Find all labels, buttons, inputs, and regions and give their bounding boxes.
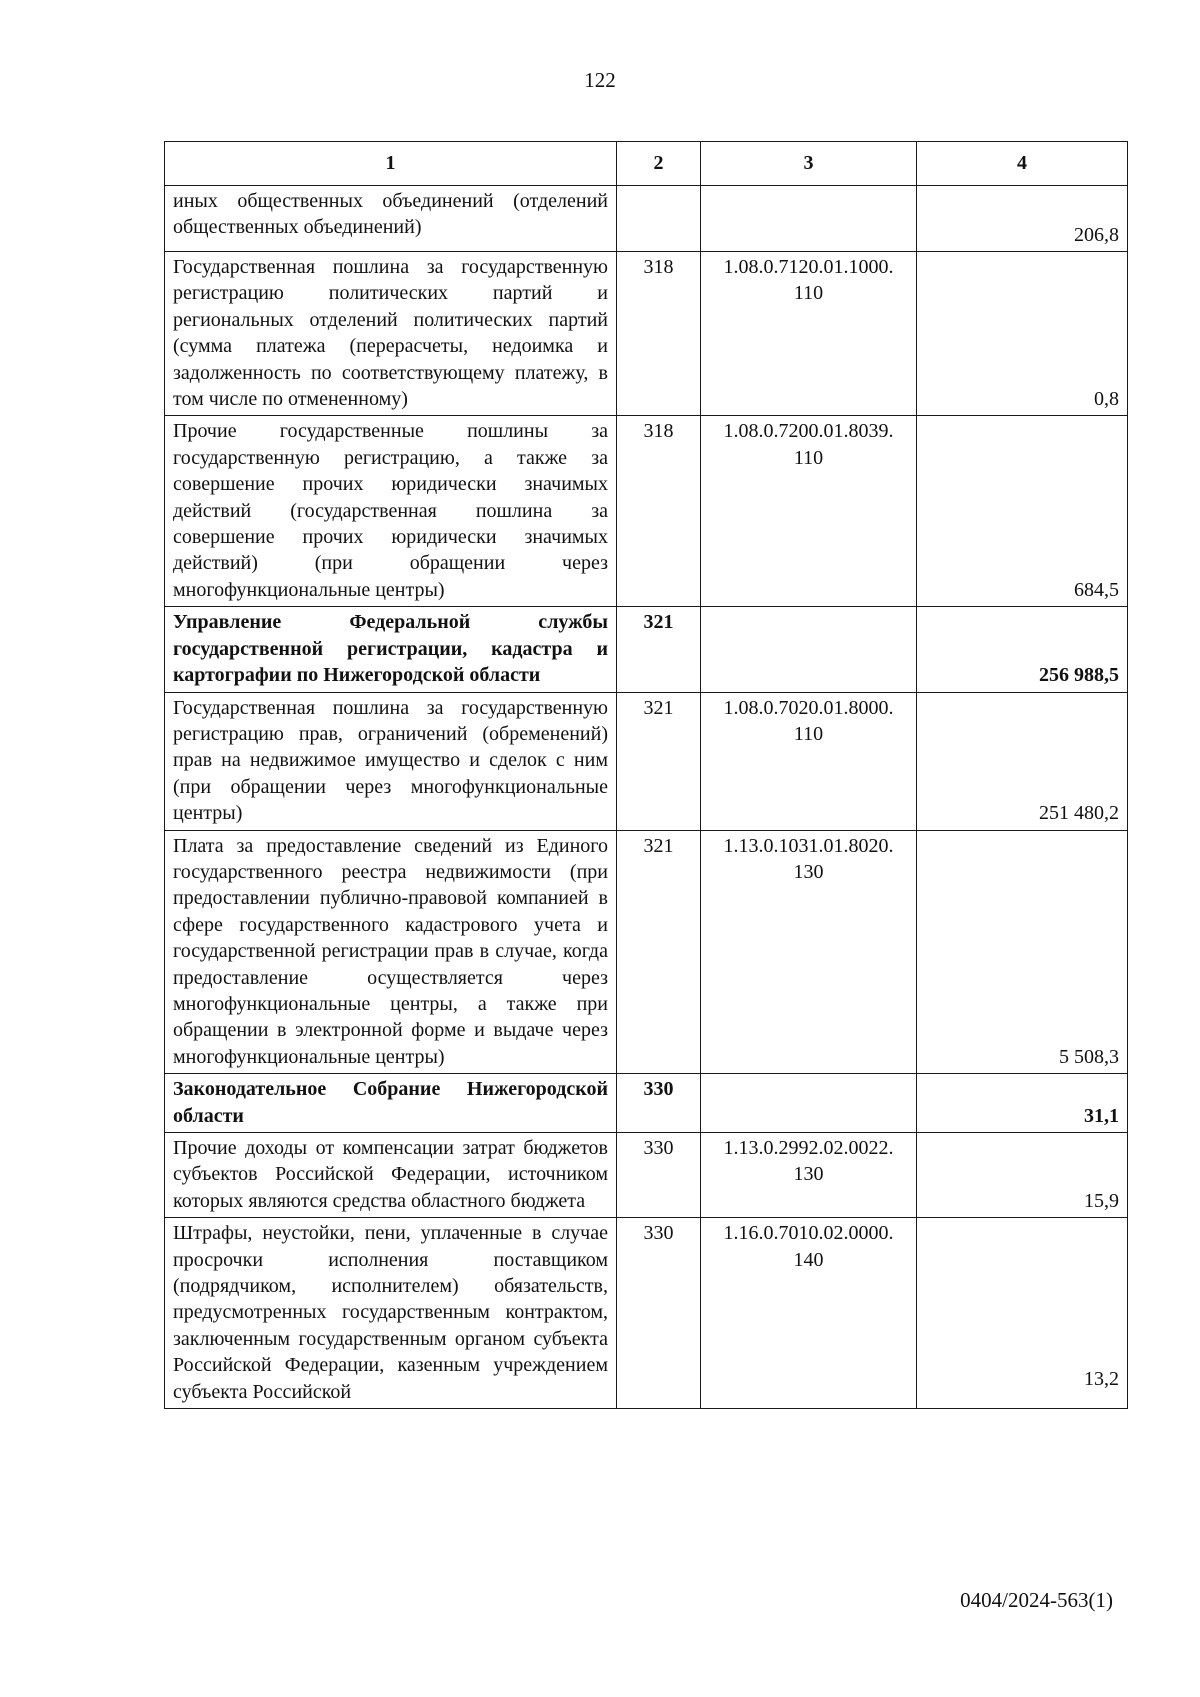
table-header-row: [165, 142, 1128, 186]
row-description: иных общественных объединений (отделений общественных объединений): [165, 186, 617, 252]
kbk-suffix: 110: [793, 282, 824, 305]
row-description: Государственная пошлина за государственную регистрацию политических партий и региональных отделений политических партий (сумма платежа (перерасчеты, недоимка и задолженность по соответствующему платежу, в том числе по отмененному): [165, 252, 617, 416]
row-description: Плата за предоставление сведений из Единого государственного реестра недвижимости (при предоставлении публично-правовой компанией в сфере государственного кадастрового учета и государственной регистрации прав в случае, когда предоставление осуществляется через многофункциональные центры, а также при обращении в электронной форме и выдаче через многофункциональные центры): [165, 830, 617, 1074]
kbk-suffix: 110: [793, 722, 824, 745]
table-row: [165, 1133, 1128, 1218]
row-admin-code: 330: [617, 1074, 701, 1133]
kbk-main: 1.16.0.7010.02.0000.: [723, 1222, 894, 1245]
row-description: Штрафы, неустойки, пени, уплаченные в случае просрочки исполнения поставщиком (подрядчиком, исполнителем) обязательств, предусмотренных государственным контрактом, заключенным государственным органом субъекта Российской Федерации, казенным учреждением субъекта Российской: [165, 1218, 617, 1409]
row-kbk: [701, 1133, 917, 1218]
row-admin-code: 321: [617, 692, 701, 830]
row-kbk: [701, 692, 917, 830]
table-row: [165, 1074, 1128, 1133]
row-amount: 15,9: [917, 1133, 1128, 1218]
column-header-admin-code: 2: [617, 142, 701, 186]
row-admin-code: 321: [617, 607, 701, 692]
kbk-suffix: 110: [793, 446, 824, 469]
row-kbk: [701, 186, 917, 252]
table-row: [165, 1218, 1128, 1409]
row-admin-code: 330: [617, 1218, 701, 1409]
row-description: Прочие доходы от компенсации затрат бюджетов субъектов Российской Федерации, источником которых являются средства областного бюджета: [165, 1133, 617, 1218]
row-amount: 206,8: [917, 186, 1128, 252]
row-kbk: [701, 1218, 917, 1409]
row-amount: 31,1: [917, 1074, 1128, 1133]
kbk-main: 1.13.0.1031.01.8020.: [723, 834, 894, 857]
row-amount: 5 508,3: [917, 830, 1128, 1074]
revenue-table: [164, 141, 1128, 1409]
column-header-kbk: 3: [701, 142, 917, 186]
table-row: [165, 416, 1128, 607]
kbk-suffix: 130: [793, 1163, 824, 1186]
row-admin-code: [617, 186, 701, 252]
row-description: Прочие государственные пошлины за государственную регистрацию, а также за совершение прочих юридически значимых действий (государственная пошлина за совершение прочих юридически значимых действий) (при обращении через многофункциональные центры): [165, 416, 617, 607]
column-header-description: 1: [165, 142, 617, 186]
row-admin-code: 318: [617, 416, 701, 607]
row-kbk: [701, 1074, 917, 1133]
row-admin-code: 318: [617, 252, 701, 416]
table-row: [165, 186, 1128, 252]
row-kbk: [701, 416, 917, 607]
table-row: [165, 607, 1128, 692]
kbk-suffix: 130: [793, 860, 824, 883]
row-amount: 0,8: [917, 252, 1128, 416]
row-description: Законодательное Собрание Нижегородской области: [165, 1074, 617, 1133]
table-row: [165, 692, 1128, 830]
kbk-suffix: 140: [793, 1248, 824, 1271]
row-kbk: [701, 830, 917, 1074]
kbk-main: 1.13.0.2992.02.0022.: [723, 1137, 894, 1159]
row-description: Государственная пошлина за государственную регистрацию прав, ограничений (обременений) прав на недвижимое имущество и сделок с ним (при обращении через многофункциональные центры): [165, 692, 617, 830]
kbk-main: 1.08.0.7020.01.8000.: [723, 696, 894, 719]
row-kbk: [701, 607, 917, 692]
page-number: 122: [584, 68, 616, 92]
table-row: [165, 830, 1128, 1074]
column-header-amount: 4: [917, 142, 1128, 186]
row-admin-code: 321: [617, 830, 701, 1074]
row-amount: 684,5: [917, 416, 1128, 607]
row-amount: 251 480,2: [917, 692, 1128, 830]
row-amount: 256 988,5: [917, 607, 1128, 692]
kbk-main: 1.08.0.7200.01.8039.: [723, 420, 894, 443]
row-amount: 13,2: [917, 1218, 1128, 1409]
kbk-main: 1.08.0.7120.01.1000.: [723, 256, 894, 278]
row-admin-code: 330: [617, 1133, 701, 1218]
row-description: Управление Федеральной службы государственной регистрации, кадастра и картографии по Нижегородской области: [165, 607, 617, 692]
row-kbk: [701, 252, 917, 416]
table-row: [165, 252, 1128, 416]
document-registration-code: 0404/2024-563(1): [960, 1588, 1113, 1612]
